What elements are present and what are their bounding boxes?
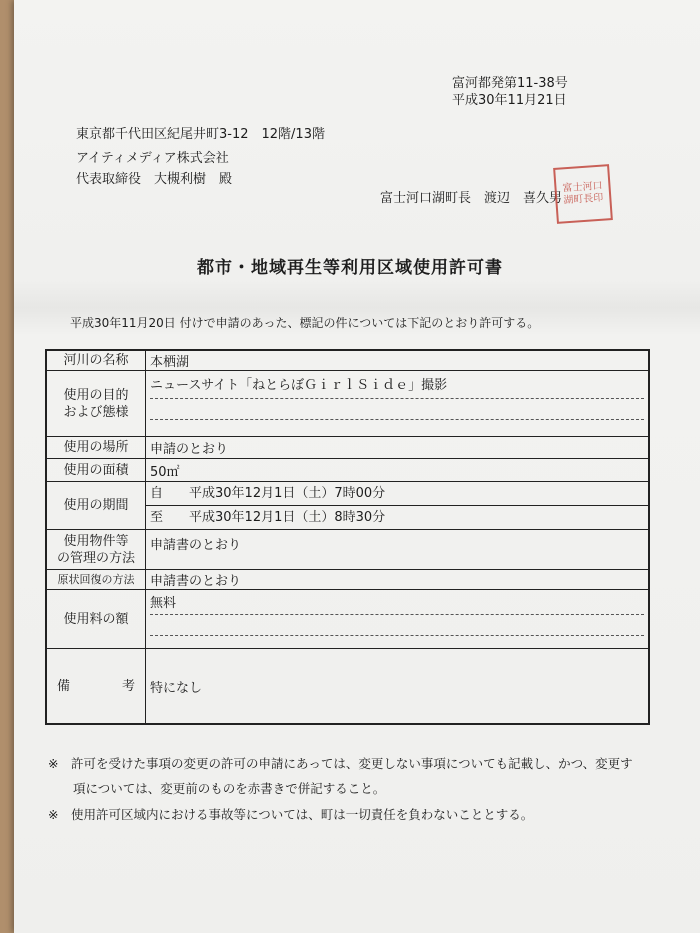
- dashed-line: [150, 635, 644, 636]
- place-value: 申請のとおり: [146, 437, 650, 459]
- table-row: [46, 482, 649, 530]
- addressee-company: アイティメディア株式会社: [76, 151, 229, 166]
- management-value: 申請書のとおり: [146, 530, 650, 570]
- place-label: 使用の場所: [46, 437, 146, 459]
- period-from: 自 平成30年12月1日（土）7時00分: [146, 482, 648, 506]
- document-date: 平成30年11月21日: [452, 93, 567, 108]
- period-to: 至 平成30年12月1日（土）8時30分: [150, 510, 386, 525]
- permit-details-table: [45, 349, 650, 725]
- dashed-line: [150, 614, 644, 615]
- river-label: 河川の名称: [46, 350, 146, 371]
- table-row: [46, 530, 649, 570]
- table-row: [46, 371, 649, 437]
- document-title: 都市・地域再生等利用区域使用許可書: [197, 258, 503, 278]
- area-value: 50㎡: [146, 459, 650, 482]
- purpose-label-line1: 使用の目的: [63, 387, 129, 403]
- management-label-line1: 使用物件等: [63, 533, 129, 549]
- seal-text: 富士河口湖町長印: [562, 180, 604, 207]
- fee-label: 使用料の額: [46, 590, 146, 649]
- table-row: [46, 649, 649, 725]
- official-seal-stamp: [553, 164, 613, 224]
- period-value-cell: [146, 482, 650, 530]
- addressee-person: 代表取締役 大槻利樹 殿: [76, 172, 233, 187]
- note-line: 項については、変更前のものを赤書きで併記すること。: [48, 781, 386, 796]
- restoration-label: 原状回復の方法: [46, 570, 146, 590]
- purpose-label: [46, 371, 146, 437]
- issuer-name: 富士河口湖町長 渡辺 喜久男: [380, 191, 563, 206]
- dashed-line: [150, 419, 644, 420]
- table-row: [46, 590, 649, 649]
- table-row: [46, 570, 649, 590]
- intro-text: 平成30年11月20日 付けで申請のあった、標記の件については下記のとおり許可する。: [70, 316, 540, 330]
- dashed-line: [150, 398, 644, 399]
- fee-value: 無料: [150, 596, 177, 611]
- management-label-line2: の管理の方法: [56, 550, 135, 566]
- purpose-label-line2: および態様: [63, 404, 129, 420]
- area-label: 使用の面積: [46, 459, 146, 482]
- management-label: [46, 530, 146, 570]
- table-row: [46, 350, 649, 371]
- note-line: ※ 使用許可区域内における事故等については、町は一切責任を負わないこととする。: [48, 807, 534, 822]
- table-row: [46, 437, 649, 459]
- note-line: ※ 許可を受けた事項の変更の許可の申請にあっては、変更しない事項についても記載し、かつ、変更す: [48, 756, 633, 771]
- purpose-value: ニュースサイト「ねとらぼＧｉｒｌＳｉｄｅ」撮影: [150, 378, 448, 393]
- period-label: 使用の期間: [46, 482, 146, 530]
- addressee-address: 東京都千代田区紀尾井町3-12 12階/13階: [76, 127, 325, 142]
- table-row: [46, 459, 649, 482]
- remarks-value: 特になし: [146, 649, 650, 725]
- remarks-label: 備 考: [46, 649, 146, 725]
- river-value: 本栖湖: [146, 350, 650, 371]
- document-number: 富河都発第11-38号: [452, 76, 568, 91]
- restoration-value: 申請書のとおり: [146, 570, 650, 590]
- fee-value-cell: [146, 590, 650, 649]
- purpose-value-cell: [146, 371, 650, 437]
